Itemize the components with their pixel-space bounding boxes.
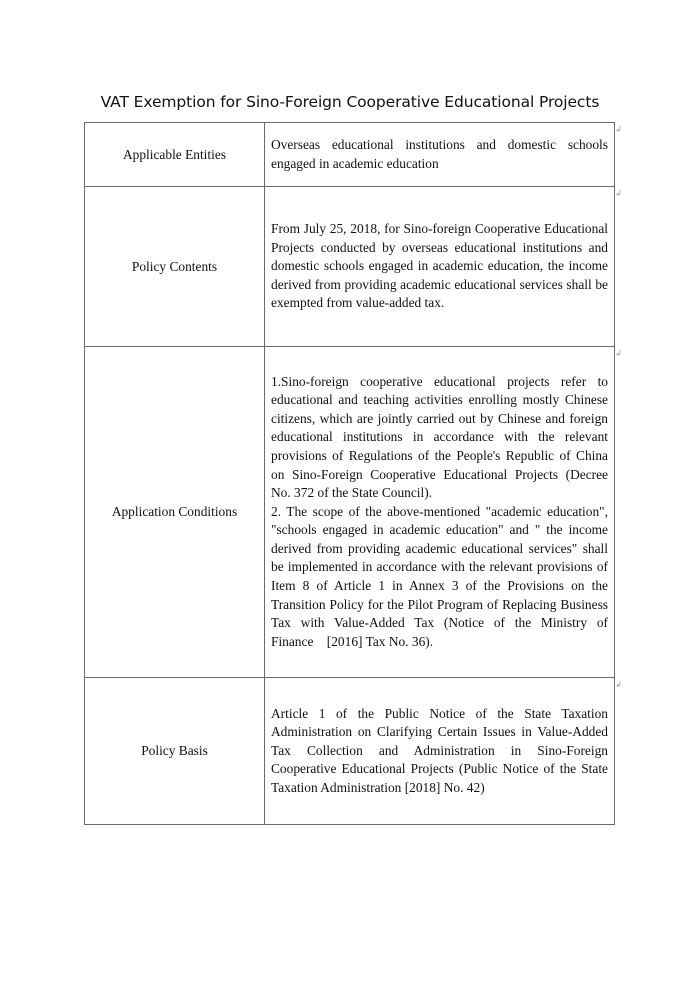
page-title: VAT Exemption for Sino-Foreign Cooperative Educational Projects	[100, 93, 600, 111]
cell-end-mark-icon: ↲	[615, 125, 622, 134]
content-paragraph: 1.Sino-foreign cooperative educational projects refer to educational and teaching activities enrolling mostly Chinese citizens, which are jointly carried out by Chinese and foreign educational institutions in accordance with the relevant provisions of Regulations of the People's Republic of China on Sino-Foreign Cooperative Educational Projects (Decree No. 372 of the State Council).	[271, 373, 608, 501]
row-label-policy-basis: Policy Basis	[85, 678, 265, 825]
row-content-policy-contents	[265, 187, 622, 347]
row-content-policy-basis	[265, 678, 622, 825]
row-label-applicable-entities: Applicable Entities	[85, 123, 265, 187]
content-paragraph: Overseas educational institutions and domestic schools engaged in academic education	[271, 136, 608, 171]
cell-end-mark-icon: ↲	[615, 349, 622, 358]
table-row-policy-basis	[85, 678, 615, 825]
row-content-application-conditions	[265, 347, 622, 678]
table-row-applicable-entities	[85, 123, 615, 187]
row-content-applicable-entities	[265, 123, 622, 187]
row-label-policy-contents: Policy Contents	[85, 187, 265, 347]
table-row-application-conditions	[85, 347, 615, 678]
policy-table	[84, 122, 622, 825]
content-paragraph: 2. The scope of the above-mentioned "academic education", "schools engaged in academic education" and " the income derived from providing academic educational services" shall be implemented in accordance with the relevant provisions of Item 8 of Article 1 in Annex 3 of the Provisions on the Transition Policy for the Pilot Program of Replacing Business Tax with Value-Added Tax (Notice of the Ministry of Finance [2016] Tax No. 36).	[271, 503, 608, 649]
table-row-policy-contents	[85, 187, 615, 347]
cell-end-mark-icon: ↲	[615, 189, 622, 198]
content-paragraph: Article 1 of the Public Notice of the State Taxation Administration on Clarifying Certain Issues in Value-Added Tax Collection and Administration in Sino-Foreign Cooperative Educational Projects (Public Notice of the State Taxation Administration [2018] No. 42)	[271, 705, 608, 795]
row-label-application-conditions: Application Conditions	[85, 347, 265, 678]
cell-end-mark-icon: ↲	[615, 680, 622, 689]
content-paragraph: From July 25, 2018, for Sino-foreign Cooperative Educational Projects conducted by overseas educational institutions and domestic schools engaged in academic education, the income derived from providing academic educational services shall be exempted from value-added tax.	[271, 221, 608, 311]
